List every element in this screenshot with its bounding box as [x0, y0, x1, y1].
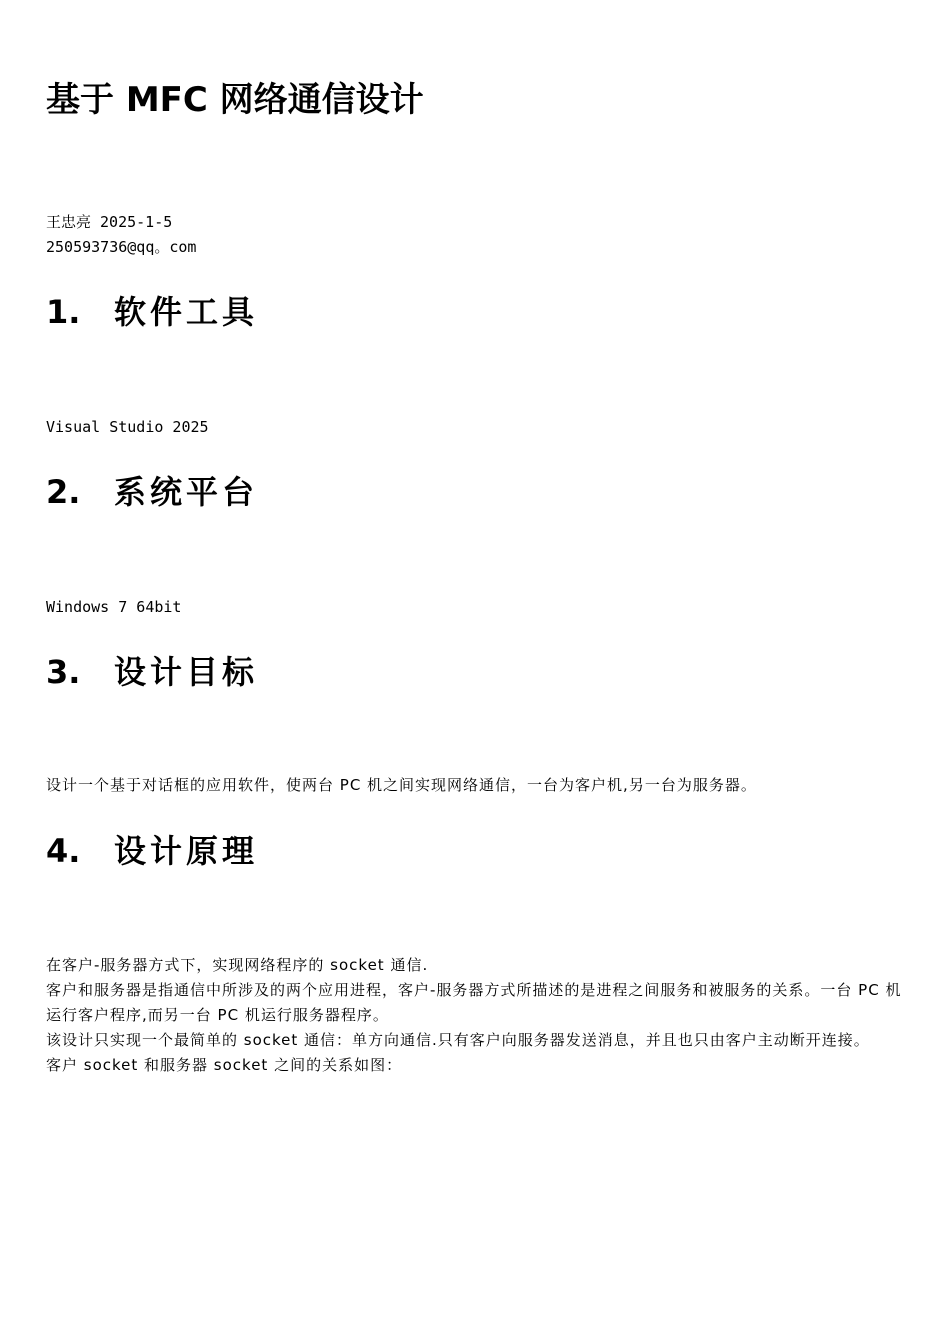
section-number: 2. [46, 473, 81, 511]
section-title: 软件工具 [114, 293, 259, 331]
paragraph: 该设计只实现一个最简单的 socket 通信：单方向通信.只有客户向服务器发送消息，并且也只由客户主动断开连接。 [46, 1031, 870, 1049]
section-title: 系统平台 [114, 473, 259, 511]
section-title: 设计原理 [114, 832, 259, 870]
design-principle-content [46, 953, 906, 1078]
section-heading-software-tools [46, 292, 258, 332]
system-platform-content: Windows 7 64bit [46, 598, 182, 616]
software-tools-content: Visual Studio 2025 [46, 418, 209, 436]
paragraph: 在客户-服务器方式下，实现网络程序的 socket 通信. [46, 956, 429, 974]
section-number: 4. [46, 832, 81, 870]
section-number: 3. [46, 653, 81, 691]
author-email-line: 250593736@qq。com [46, 238, 197, 256]
section-heading-design-principle [46, 831, 258, 871]
paragraph: 客户和服务器是指通信中所涉及的两个应用进程，客户-服务器方式所描述的是进程之间服务和被服务的关系。一台 PC 机运行客户程序,而另一台 PC 机运行服务器程序。 [46, 981, 902, 1024]
section-title: 设计目标 [114, 653, 259, 691]
document-title: 基于 MFC 网络通信设计 [46, 80, 424, 120]
section-heading-design-goal [46, 652, 258, 692]
design-goal-content [46, 773, 906, 798]
paragraph: 设计一个基于对话框的应用软件，使两台 PC 机之间实现网络通信，一台为客户机,另一台为服务器。 [46, 776, 757, 794]
section-heading-system-platform [46, 472, 258, 512]
section-number: 1. [46, 293, 81, 331]
author-date-line: 王忠亮 2025-1-5 [46, 213, 173, 231]
paragraph: 客户 socket 和服务器 socket 之间的关系如图： [46, 1056, 403, 1074]
